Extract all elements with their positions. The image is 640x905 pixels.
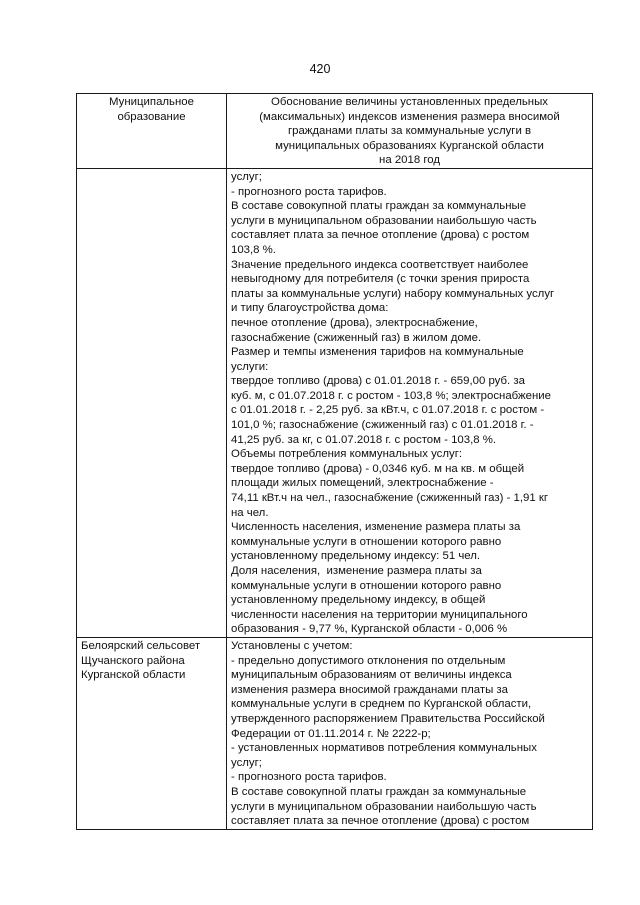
header-justification-line: Обоснование величины установленных предельных — [271, 96, 548, 108]
text-line: утвержденного распоряжением Правительства Российской — [231, 712, 545, 725]
header-justification-line: муниципальных образованиях Курганской области — [275, 139, 544, 152]
text-line: изменения размера вносимой гражданами платы за — [231, 683, 508, 696]
header-justification-line: на 2018 год — [379, 154, 440, 167]
text-line: невыгодному для потребителя (с точки зрения прироста — [231, 273, 530, 286]
text-line: площади жилых помещений, электроснабжение - — [231, 477, 494, 490]
text-line: услуги в муниципальном образовании наибольшую часть — [231, 800, 537, 813]
text-line: - прогнозного роста тарифов. — [231, 771, 387, 784]
text-line: 101,0 %; газоснабжение (сжиженный газ) с 01.01.2018 г. - — [231, 419, 534, 432]
header-municipality — [77, 94, 227, 169]
text-line: Установлены с учетом: — [231, 639, 353, 652]
text-line: Значение предельного индекса соответствует наиболее — [231, 258, 529, 271]
table-row — [77, 168, 593, 637]
text-line: твердое топливо (дрова) с 01.01.2018 г. - 659,00 руб. за — [231, 375, 525, 388]
justification-cell — [227, 637, 593, 829]
justification-cell — [227, 168, 593, 637]
tariff-justification-table — [76, 93, 593, 830]
text-line: 41,25 руб. за кг, с 01.07.2018 г. с ростом - 103,8 %. — [231, 433, 497, 446]
text-line: газоснабжение (сжиженный газ) в жилом доме. — [231, 331, 482, 344]
text-line: Численность населения, изменение размера платы за — [231, 521, 521, 534]
municipality-cell — [77, 637, 227, 829]
text-line: услуг; — [231, 756, 262, 769]
municipality-line: Курганской области — [81, 669, 186, 682]
text-line: печное отопление (дрова), электроснабжение, — [231, 316, 478, 329]
text-line: составляет плата за печное отопление (дрова) с ростом — [231, 229, 530, 242]
text-line: установленному предельному индексу, в общей — [231, 594, 486, 607]
municipality-cell — [77, 168, 227, 637]
text-line: куб. м, с 01.07.2018 г. с ростом - 103,8 %; электроснабжение — [231, 389, 552, 402]
text-line: установленному предельному индексу: 51 чел. — [231, 550, 481, 563]
municipality-line: Белоярский сельсовет — [81, 639, 201, 652]
text-line: - прогнозного роста тарифов. — [231, 185, 387, 198]
header-municipality-line: образование — [117, 110, 186, 123]
text-line: с 01.01.2018 г. - 2,25 руб. за кВт.ч, с 01.07.2018 г. с ростом - — [231, 404, 545, 417]
municipality-line: Щучанского района — [81, 654, 185, 667]
text-line: на чел. — [231, 506, 269, 519]
text-line: - установленных нормативов потребления коммунальных — [231, 742, 537, 755]
text-line: Федерации от 01.11.2014 г. № 2222-р; — [231, 727, 431, 740]
text-line: 74,11 кВт.ч на чел., газоснабжение (сжиженный газ) - 1,91 кг — [231, 492, 548, 505]
header-municipality-line: Муниципальное — [109, 96, 194, 108]
text-line: численности населения на территории муниципального — [231, 608, 528, 621]
text-line: твердое топливо (дрова) - 0,0346 куб. м на кв. м общей — [231, 462, 525, 475]
text-line: В составе совокупной платы граждан за коммунальные — [231, 200, 527, 213]
table-header-row — [77, 94, 593, 169]
header-justification-line: гражданами платы за коммунальные услуги в — [287, 125, 532, 138]
text-line: 103,8 %. — [231, 243, 276, 256]
text-line: Доля населения, изменение размера платы за — [231, 565, 482, 577]
text-line: Размер и темпы изменения тарифов на коммунальные — [231, 346, 524, 359]
text-line: и типу благоустройства дома: — [231, 302, 389, 315]
text-line: - предельно допустимого отклонения по отдельным — [231, 654, 506, 667]
text-line: коммунальные услуги в среднем по Курганской области, — [231, 698, 532, 711]
text-line: услуги: — [231, 360, 269, 373]
text-line: коммунальные услуги в отношении которого равно — [231, 579, 502, 592]
text-line: коммунальные услуги в отношении которого равно — [231, 535, 502, 548]
text-line: образования - 9,77 %, Курганской области - 0,006 % — [231, 623, 508, 636]
text-line: муниципальным образованиям от величины индекса — [231, 669, 512, 682]
text-line: платы за коммунальные услуги) набору коммунальных услуг — [231, 287, 555, 300]
header-justification — [227, 94, 593, 169]
text-line: Объемы потребления коммунальных услуг: — [231, 448, 463, 461]
page-number: 420 — [309, 62, 331, 76]
header-justification-line: (максимальных) индексов изменения размера вносимой — [259, 110, 560, 123]
text-line: услуги в муниципальном образовании наибольшую часть — [231, 214, 537, 227]
table-row — [77, 637, 593, 829]
text-line: составляет плата за печное отопление (дрова) с ростом — [231, 815, 530, 828]
text-line: В составе совокупной платы граждан за коммунальные — [231, 785, 527, 798]
text-line: услуг; — [231, 170, 262, 183]
